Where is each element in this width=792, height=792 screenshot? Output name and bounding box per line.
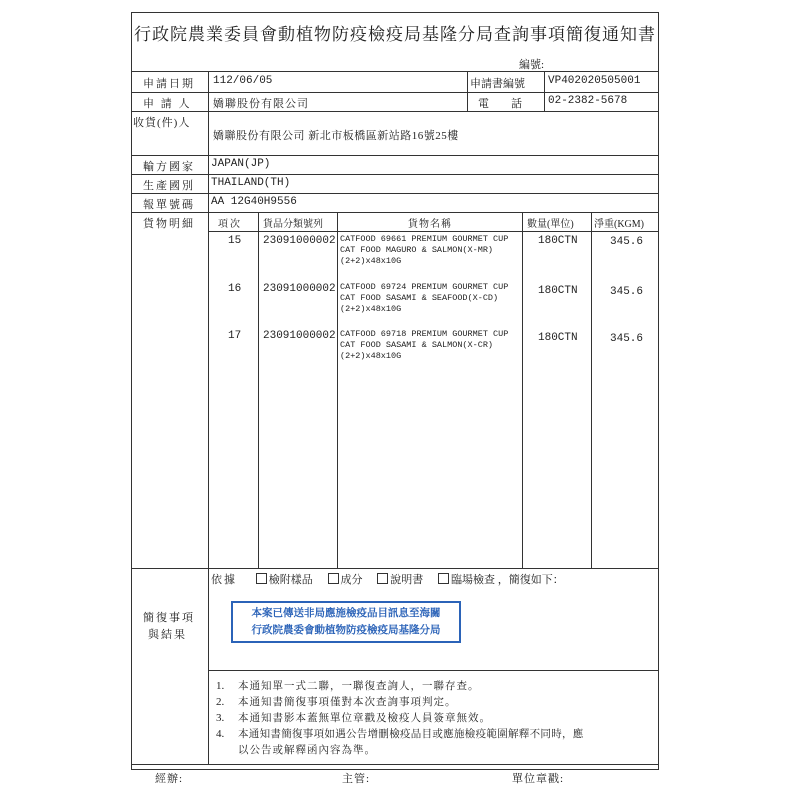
supervisor-label: 主管: xyxy=(342,773,371,785)
consignee-label: 收貨(件)人 xyxy=(133,117,191,129)
basis-suffix: ，簡復如下： xyxy=(497,574,564,586)
row-15-code: 23091000002 xyxy=(263,235,336,247)
export-country-label: 輸方國家 xyxy=(143,161,195,173)
checkbox-manual[interactable]: 說明書 xyxy=(377,574,423,586)
declaration-label: 報單號碼 xyxy=(143,199,195,211)
applicant-value: 嬌聯股份有限公司 xyxy=(213,98,309,110)
phone-value: 02-2382-5678 xyxy=(548,95,628,107)
note-item: 4. 本通知書簡復事項如遇公告增刪檢疫品目或應施檢疫範圍解釋不同時，應 xyxy=(216,728,584,740)
unit-seal-label: 單位章戳: xyxy=(512,773,565,785)
document-frame xyxy=(131,12,659,770)
basis-label: 依據 xyxy=(211,574,237,586)
col-header-weight: 淨重(KGM) xyxy=(594,219,644,230)
row-17-no: 17 xyxy=(228,330,242,342)
col-header-code: 貨品分類號列 xyxy=(263,219,323,230)
app-no-label: 申請書編號 xyxy=(470,78,525,90)
stamp-line-1: 本案已傳送非局應施檢疫品目訊息至海關 xyxy=(251,608,441,619)
row-17-qty: 180CTN xyxy=(538,332,578,344)
row-16-code: 23091000002 xyxy=(263,283,336,295)
row-16-qty: 180CTN xyxy=(538,285,578,297)
document-title: 行政院農業委員會動植物防疫檢疫局基隆分局查詢事項簡復通知書 xyxy=(134,25,656,44)
consignee-value: 嬌聯股份有限公司 新北市板橋區新站路16號25樓 xyxy=(213,130,459,142)
row-17-weight: 345.6 xyxy=(610,333,644,345)
notes-list xyxy=(216,676,584,756)
col-header-qty: 數量(單位) xyxy=(527,219,574,230)
row-15-qty: 180CTN xyxy=(538,235,578,247)
official-stamp xyxy=(231,601,461,643)
origin-label: 生產國別 xyxy=(143,180,195,192)
col-header-name: 貨物名稱 xyxy=(408,219,452,230)
checkbox-sample[interactable]: 檢附樣品 xyxy=(256,574,313,586)
row-16-name: CATFOOD 69724 PREMIUM GOURMET CUP CAT FOOD SASAMI & SEAFOOD(X-CD)(2+2)x48x10G xyxy=(340,282,509,314)
serial-label: 編號: xyxy=(519,59,545,71)
checkbox-onsite[interactable]: 臨場檢查 xyxy=(438,574,495,586)
phone-label: 電 話 xyxy=(478,98,522,110)
row-15-no: 15 xyxy=(228,235,242,247)
stamp-line-2: 行政院農委會動植物防疫檢疫局基隆分局 xyxy=(251,625,441,636)
note-item: 以公告或解釋函內容為準。 xyxy=(238,745,376,756)
note-item: 1. 本通知單一式二聯，一聯復查詢人，一聯存查。 xyxy=(216,680,480,692)
app-no-value: VP402020505001 xyxy=(548,75,641,87)
row-16-no: 16 xyxy=(228,283,242,295)
applicant-label: 申 請 人 xyxy=(143,98,192,110)
note-item: 2. 本通知書簡復事項僅對本次查詢事項判定。 xyxy=(216,696,457,708)
result-label-line1: 簡復事項 xyxy=(143,612,195,624)
row-16-weight: 345.6 xyxy=(610,286,644,298)
origin-value: THAILAND(TH) xyxy=(211,177,291,189)
apply-date-label: 申請日期 xyxy=(143,78,195,90)
result-label-line2: 與結果 xyxy=(148,629,187,641)
row-15-weight: 345.6 xyxy=(610,236,644,248)
checkbox-ingredients[interactable]: 成分 xyxy=(328,574,363,586)
declaration-value: AA 12G40H9556 xyxy=(211,196,297,208)
handler-label: 經辦: xyxy=(155,773,184,785)
goods-label: 貨物明細 xyxy=(143,218,195,230)
note-item: 3. 本通知書影本蓋無單位章戳及檢疫人員簽章無效。 xyxy=(216,712,491,724)
apply-date-value: 112/06/05 xyxy=(213,75,273,87)
row-15-name: CATFOOD 69661 PREMIUM GOURMET CUP CAT FOOD MAGURO & SALMON(X-MR)(2+2)x48x10G xyxy=(340,234,509,266)
row-17-code: 23091000002 xyxy=(263,330,336,342)
row-17-name: CATFOOD 69718 PREMIUM GOURMET CUP CAT FOOD SASAMI & SALMON(X-CR)(2+2)x48x10G xyxy=(340,329,509,361)
export-country-value: JAPAN(JP) xyxy=(211,158,271,170)
col-header-no: 項次 xyxy=(218,219,242,230)
basis-row xyxy=(211,571,564,587)
